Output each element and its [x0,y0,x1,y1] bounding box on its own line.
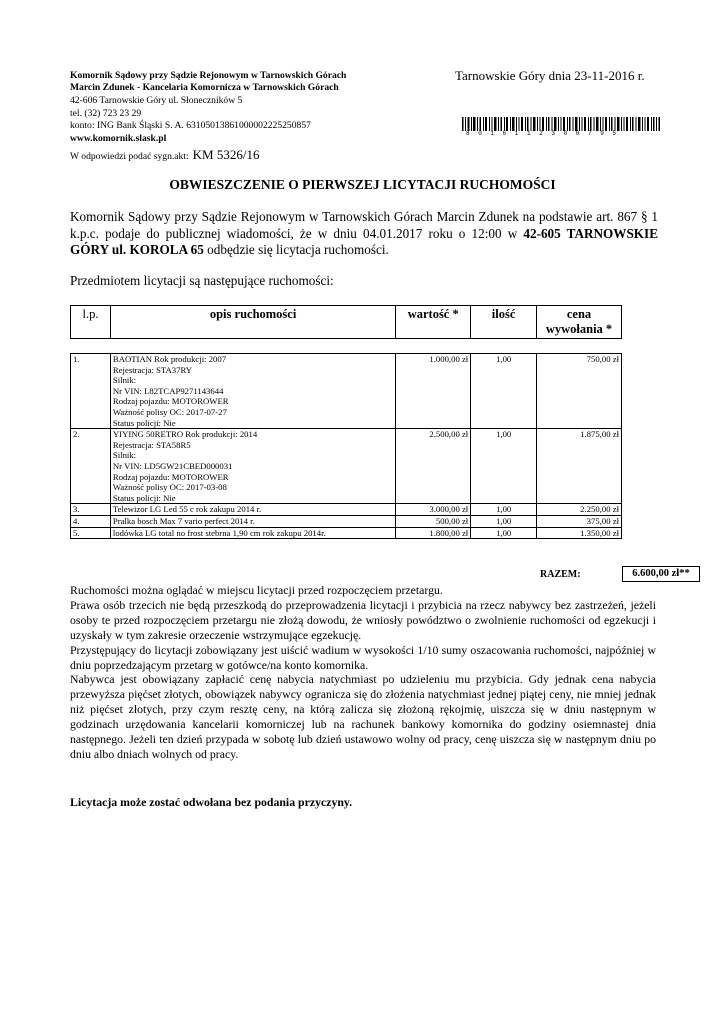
table-row [71,354,622,429]
total-value: 6.600,00 zł** [622,566,700,582]
office-phone: tel. (32) 723 23 29 [70,108,142,119]
header-lp: l.p. [71,306,111,339]
table-row [71,527,622,539]
row-quantity: 1,00 [471,429,537,504]
row-starting-price: 375,00 zł [537,515,622,527]
description-line: Rejestracja: STA37RY [112,364,193,375]
description-line: Rodzaj pojazdu: MOTOROWER [112,471,229,482]
row-value: 1.800,00 zł [396,527,471,539]
barcode-image [462,117,660,131]
row-number: 2. [71,429,111,504]
row-description [110,354,395,429]
row-number: 1. [71,354,111,429]
case-reference-label: W odpowiedzi podać sygn.akt: [70,151,189,162]
row-number: 4. [71,515,111,527]
row-starting-price: 1.875,00 zł [537,429,622,504]
row-description [110,527,395,539]
header-description: opis ruchomości [110,306,395,339]
case-reference-number: KM 5326/16 [192,147,260,162]
office-name-line: Komornik Sądowy przy Sądzie Rejonowym w Tarnowskich Górach [70,70,347,81]
description-line: Status policji: Nie [112,417,176,428]
office-bank-account: konto: ING Bank Śląski S. A. 63105013861000002225250857 [70,120,311,131]
description-line: Rejestracja: STA58R5 [112,439,191,450]
table-row [71,504,622,516]
condition-paragraph: Ruchomości można oglądać w miejscu licytacji przed rozpoczęciem przetargu. [70,583,443,597]
row-quantity: 1,00 [471,515,537,527]
description-line: BAOTIAN Rok produkcji: 2007 [112,354,227,364]
row-value: 1.000,00 zł [396,354,471,429]
row-value: 2.500,00 zł [396,429,471,504]
description-line: Telewizor LG Led 55 c rok zakupu 2014 r. [112,504,262,515]
description-line: YIYING 50RETRO Rok produkcji: 2014 [112,429,258,440]
description-line: Nr VIN: L82TCAP9271143644 [112,385,224,396]
header-value: wartość * [396,306,471,339]
place-and-date: Tarnowskie Góry dnia 23-11-2016 r. [455,68,645,83]
condition-paragraph: Przystępujący do licytacji zobowiązany jest uiścić wadium w wysokości 1/10 sumy oszacowania ruchomości, najpóźniej w dniu poprzedzającym przetarg w gotówce/na konto komornika. [70,642,656,672]
description-line: Ważność polisy OC: 2017-07-27 [112,406,227,417]
description-line: Silnik: [112,450,137,461]
auction-conditions [70,583,656,762]
row-value: 3.000,00 zł [396,504,471,516]
description-line: lodówka LG total no frost stebrna 1,90 cm rok zakupu 2014r. [112,527,326,538]
case-reference [70,146,259,164]
office-website: www.komornik.slask.pl [70,133,167,144]
row-description [110,429,395,504]
header-starting-price: cena wywołania * [537,306,622,339]
intro-text-part2: odbędzie się licytacja ruchomości. [203,242,389,257]
description-line: Nr VIN: LD5GW21CBED000031 [112,460,233,471]
description-line: Ważność polisy OC: 2017-03-08 [112,482,227,493]
row-value: 500,00 zł [396,515,471,527]
barcode-digits: 8 0 1 6 1 1 2 3 0 0 7 9 5 [466,130,619,137]
row-starting-price: 750,00 zł [537,354,622,429]
description-line: Pralka bosch Max 7 vario perfect 2014 r. [112,515,255,526]
subject-line: Przedmiotem licytacji są następujące ruchomości: [70,273,334,288]
office-address: 42-606 Tarnowskie Góry ul. Słoneczników 5 [70,95,243,106]
row-number: 5. [71,527,111,539]
cancellation-note: Licytacja może zostać odwołana bez podania przyczyny. [70,795,353,809]
row-quantity: 1,00 [471,354,537,429]
items-table-header [70,305,622,339]
condition-paragraph: Prawa osób trzecich nie będą przeszkodą do przeprowadzenia licytacji i przybicia na rzecz nabywcy bez zastrzeżeń, jeżeli osoby te przed rozpoczęciem przetargu nie złożą dowodu, że wniosły powództwo o zwolnienie ruchomości od egzekucji i uzyskały w tym zakresie orzeczenie wstrzymujące egzekucję. [70,597,656,642]
description-line: Status policji: Nie [112,492,176,503]
description-line: Silnik: [112,375,137,386]
document-title: OBWIESZCZENIE O PIERWSZEJ LICYTACJI RUCHOMOŚCI [169,177,556,192]
items-table [70,353,622,539]
description-line: Rodzaj pojazdu: MOTOROWER [112,396,229,407]
row-starting-price: 1.350,00 zł [537,527,622,539]
row-starting-price: 2.250,00 zł [537,504,622,516]
row-number: 3. [71,504,111,516]
header-quantity: ilość [471,306,537,339]
condition-paragraph: Nabywca jest obowiązany zapłacić cenę nabycia natychmiast po udzieleniu mu przybicia. Gdy jednak cena nabycia przewyższa pięćset złotych, obowiązek nabywcy ogranicza się do złożenia natychmiast jednej piątej ceny, nie mniej jednak niż pięćset złotych, przy czym resztę ceny, na którą zalicza się złożoną rękojmię, uiszcza się w dniu następnym w godzinach urzędowania kancelarii komorniczej lub na rachunek bankowy komornika do godziny osiemnastej dnia następnego. Jeżeli ten dzień przypada w sobotę lub dzień ustawowo wolny od pracy, cenę uiszcza się w następnym dniu po dniu albo dniach wolnych od pracy. [70,672,656,761]
row-description [110,515,395,527]
auction-location: 42-605 TARNOWSKIE GÓRY ul. KOROLA 65 [70,225,658,257]
row-quantity: 1,00 [471,504,537,516]
table-row [71,429,622,504]
intro-paragraph [70,209,658,259]
intro-text-part1: Komornik Sądowy przy Sądzie Rejonowym w Tarnowskich Górach Marcin Zdunek na podstawie art. 867 § 1 k.p.c. podaje do publicznej wiadomości, że w dniu 04.01.2017 roku o 12:00 w [70,209,658,241]
table-row [71,515,622,527]
total-label: RAZEM: [540,569,581,580]
row-description [110,504,395,516]
row-quantity: 1,00 [471,527,537,539]
office-chancellery-line: Marcin Zdunek - Kancelaria Komornicza w Tarnowskich Górach [70,82,339,93]
